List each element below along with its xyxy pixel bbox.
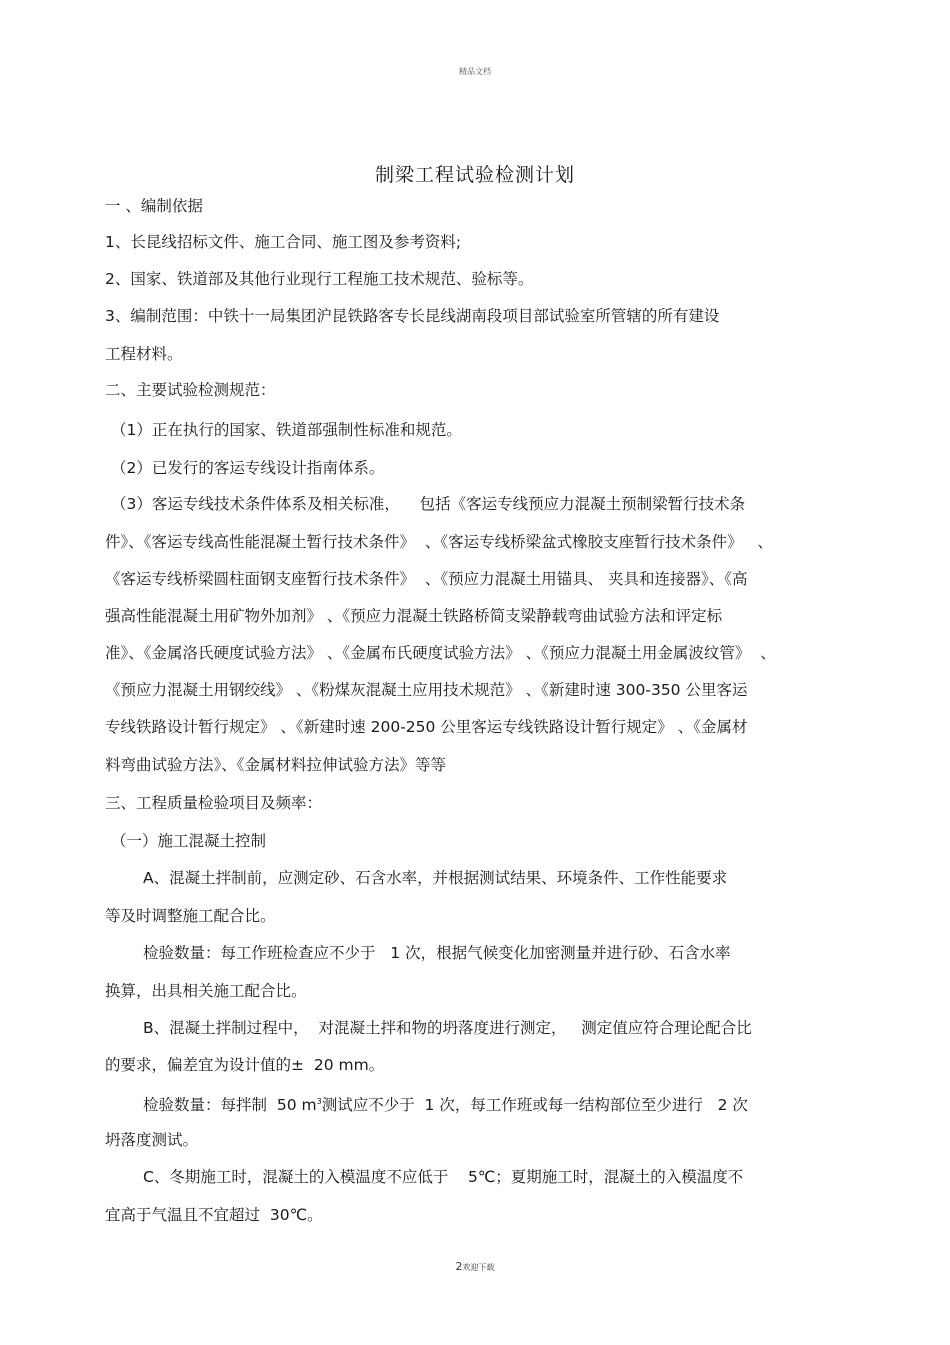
document-title: 制梁工程试验检测计划 bbox=[374, 164, 575, 186]
text-line: 宜高于气温且不宜超过 30℃。 bbox=[105, 1206, 323, 1224]
text-line: （3）客运专线技术条件体系及相关标准， 包括《客运专线预应力混凝土预制梁暂行技术条 bbox=[111, 495, 746, 513]
section-heading-3: 三、工程质量检验项目及频率： bbox=[105, 794, 323, 812]
page-footer bbox=[0, 1260, 950, 1273]
section-heading-2: 二、主要试验检测规范： bbox=[105, 381, 276, 399]
page-header: 精品文档 bbox=[459, 67, 491, 76]
page-number: 2 bbox=[455, 1260, 463, 1273]
text-line: 《客运专线桥梁圆柱面钢支座暂行技术条件》 、《预应力混凝土用锚具、 夹具和连接器》、《高 bbox=[105, 570, 748, 588]
subsection-heading: （一）施工混凝土控制 bbox=[111, 832, 267, 850]
text-line: 件》、《客运专线高性能混凝土暂行技术条件》 、《客运专线桥梁盆式橡胶支座暂行技术条件》 、 bbox=[105, 533, 773, 551]
text-line: 的要求，偏差宜为设计值的± 20 mm。 bbox=[105, 1056, 385, 1074]
text-line: 专线铁路设计暂行规定》 、《新建时速 200-250 公里客运专线铁路设计暂行规定》 、《金属材 bbox=[105, 718, 748, 736]
superscript: 3 bbox=[316, 1097, 322, 1106]
text-line: 料弯曲试验方法》、《金属材料拉伸试验方法》等等 bbox=[105, 756, 447, 774]
text-line: 等及时调整施工配合比。 bbox=[105, 907, 276, 925]
text-segment: 测试应不少于 1 次，每工作班或每一结构部位至少进行 2 次 bbox=[321, 1096, 748, 1115]
footer-text: 欢迎下载 bbox=[462, 1263, 495, 1272]
text-line: 1、长昆线招标文件、施工合同、施工图及参考资料; bbox=[105, 233, 462, 251]
text-line: A、混凝土拌制前，应测定砂、石含水率，并根据测试结果、环境条件、工作性能要求 bbox=[143, 869, 728, 887]
text-line: 检验数量：每工作班检查应不少于 1 次，根据气候变化加密测量并进行砂、石含水率 bbox=[143, 944, 731, 962]
text-line bbox=[143, 1092, 748, 1115]
text-line: B、混凝土拌制过程中， 对混凝土拌和物的坍落度进行测定， 测定值应符合理论配合比 bbox=[143, 1019, 752, 1037]
text-segment: 检验数量：每拌制 50 m bbox=[143, 1096, 317, 1115]
text-line: 《预应力混凝土用钢绞线》 、《粉煤灰混凝土应用技术规范》 、《新建时速 300-350 公里客运 bbox=[105, 681, 748, 699]
text-line: 强高性能混凝土用矿物外加剂》 、《预应力混凝土铁路桥简支梁静载弯曲试验方法和评定标 bbox=[105, 607, 723, 625]
text-line: 工程材料。 bbox=[105, 345, 183, 363]
text-line: 坍落度测试。 bbox=[105, 1131, 199, 1149]
text-line: 换算，出具相关施工配合比。 bbox=[105, 982, 307, 1000]
section-heading-1: 一 、编制依据 bbox=[105, 197, 203, 215]
text-line: 准》、《金属洛氏硬度试验方法》 、《金属布氏硬度试验方法》 、《预应力混凝土用金属波纹管》 、 bbox=[105, 644, 776, 662]
text-line: C、冬期施工时，混凝土的入模温度不应低于 5℃；夏期施工时，混凝土的入模温度不 bbox=[143, 1168, 744, 1186]
text-line: 2、国家、铁道部及其他行业现行工程施工技术规范、验标等。 bbox=[105, 270, 534, 288]
text-line: 3、编制范围：中铁十一局集团沪昆铁路客专长昆线湖南段项目部试验室所管辖的所有建设 bbox=[105, 307, 720, 325]
text-line: （2）已发行的客运专线设计指南体系。 bbox=[111, 459, 385, 477]
text-line: （1）正在执行的国家、铁道部强制性标准和规范。 bbox=[111, 421, 462, 439]
